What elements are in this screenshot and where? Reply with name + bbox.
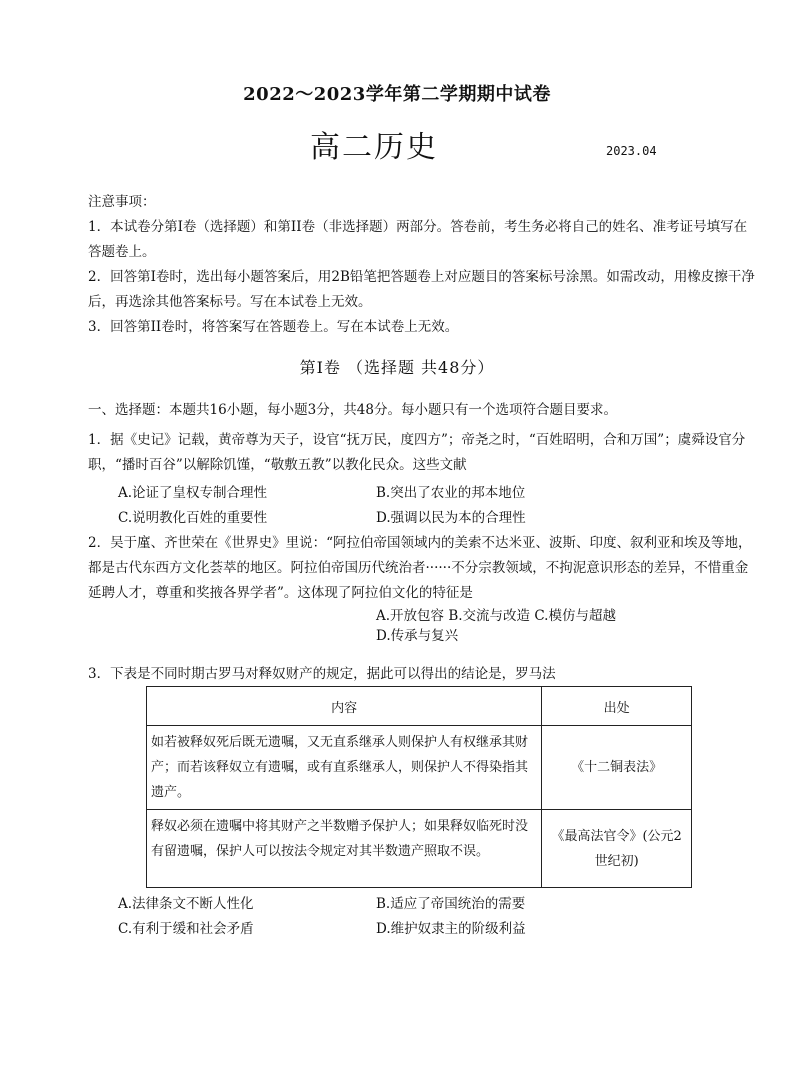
q1-option-d: D.强调以民为本的合理性 [376, 510, 526, 526]
table-row [147, 726, 692, 810]
table-cell-source: 《最高法官令》(公元2世纪初) [542, 810, 692, 888]
exam-date: 2023.04 [606, 144, 657, 158]
question-1-stem: 1．据《史记》记载，黄帝尊为天子，设官“抚万民，度四方”；帝尧之时，“百姓昭明，合和万国”；虞舜设官分职，“播时百谷”以解除饥馑，“敬敷五教”以教化民众。这些文献 [88, 432, 746, 473]
q3-option-b: B.适应了帝国统治的需要 [376, 896, 526, 912]
q3-option-c: C.有利于缓和社会矛盾 [118, 921, 254, 937]
exam-title: 2022～2023学年第二学期期中试卷 [243, 84, 551, 105]
notes-item-2: 2．回答第Ⅰ卷时，选出每小题答案后，用2B铅笔把答题卷上对应题目的答案标号涂黑。如需改动，用橡皮擦干净后，再选涂其他答案标号。写在本试卷上无效。 [88, 269, 755, 310]
q2-options: A.开放包容 B.交流与改造 C.模仿与超越 D.传承与复兴 [376, 608, 630, 644]
table-row [147, 810, 692, 888]
q3-option-d: D.维护奴隶主的阶级利益 [376, 921, 526, 937]
table-cell-content: 如若被释奴死后既无遗嘱，又无直系继承人则保护人有权继承其财产；而若该释奴立有遗嘱，或有直系继承人，则保护人不得染指其遗产。 [147, 726, 542, 810]
table-cell-content: 释奴必须在遗嘱中将其财产之半数赠予保护人；如果释奴临死时没有留遗嘱，保护人可以按法令规定对其半数遗产照取不误。 [147, 810, 542, 888]
q1-option-c: C.说明教化百姓的重要性 [118, 510, 268, 526]
subject-title: 高二历史 [310, 130, 438, 165]
q1-option-a: A.论证了皇权专制合理性 [118, 485, 268, 501]
section-title: 第Ⅰ卷 （选择题 共48分） [299, 358, 495, 377]
notes-item-1: 1．本试卷分第Ⅰ卷（选择题）和第II卷（非选择题）两部分。答卷前，考生务必将自己的姓名、准考证号填写在答题卷上。 [88, 219, 748, 260]
q3-option-a: A.法律条文不断人性化 [118, 896, 254, 912]
table-cell-source: 《十二铜表法》 [542, 726, 692, 810]
roman-law-table [146, 686, 692, 888]
section-instruction: 一、选择题：本题共16小题，每小题3分，共48分。每小题只有一个选项符合题目要求。 [88, 402, 617, 418]
table-header-content: 内容 [147, 687, 542, 726]
table-header-source: 出处 [542, 687, 692, 726]
notes-heading: 注意事项： [88, 194, 156, 210]
question-2-stem: 2．吴于廑、齐世荣在《世界史》里说：“阿拉伯帝国领域内的美索不达米亚、波斯、印度、叙利亚和埃及等地，都是古代东西方文化荟萃的地区。阿拉伯帝国历代统治者······不分宗教领域，不拘泥意识形态的差异，不惜重金延聘人才，尊重和奖掖各界学者”。这体现了阿拉伯文化的特征是 [88, 535, 752, 601]
q1-option-b: B.突出了农业的邦本地位 [376, 485, 526, 501]
question-3-stem: 3．下表是不同时期古罗马对释奴财产的规定，据此可以得出的结论是，罗马法 [88, 666, 556, 682]
table-header-row [147, 687, 692, 726]
notes-item-3: 3．回答第II卷时，将答案写在答题卷上。写在本试卷上无效。 [88, 319, 459, 335]
